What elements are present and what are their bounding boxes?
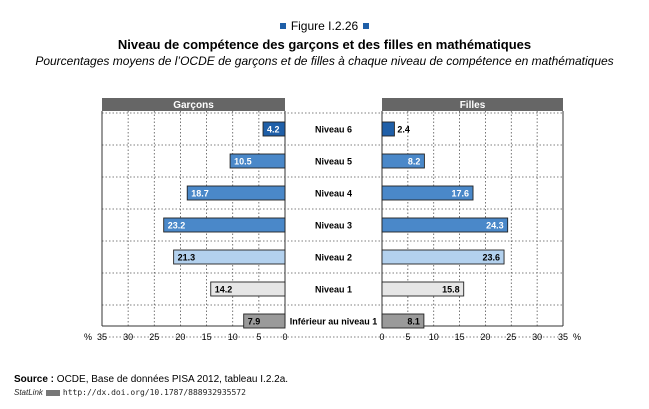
category-label: Niveau 6 bbox=[314, 124, 353, 135]
tick-label-boys: 20 bbox=[175, 332, 186, 342]
data-label-boys: 7.9 bbox=[247, 316, 261, 327]
category-label: Inférieur au niveau 1 bbox=[289, 316, 378, 327]
data-label-girls: 8.1 bbox=[407, 316, 420, 327]
tick-label-boys: 35 bbox=[96, 332, 108, 342]
data-label-girls: 23.6 bbox=[482, 252, 501, 263]
tick-label-girls: 25 bbox=[506, 332, 517, 342]
data-label-boys: 10.5 bbox=[234, 156, 252, 167]
data-label-girls: 15.8 bbox=[442, 284, 460, 295]
tick-label-boys: 5 bbox=[256, 332, 262, 342]
data-label-girls: 8.2 bbox=[407, 156, 421, 167]
data-label-boys: 18.7 bbox=[191, 188, 209, 199]
tick-label-boys: 0 bbox=[282, 332, 288, 342]
tick-label-girls: 20 bbox=[480, 332, 491, 342]
tick-label-boys: 30 bbox=[123, 332, 134, 342]
data-label-girls: 17.6 bbox=[451, 188, 470, 199]
source-label: Source : bbox=[14, 374, 55, 385]
bar-girls bbox=[382, 122, 394, 136]
source-text: OCDE, Base de données PISA 2012, tableau I.2.2a. bbox=[56, 374, 289, 385]
statlink-icon bbox=[46, 390, 60, 396]
panel-header-label-boys: Garçons bbox=[173, 100, 214, 111]
tick-label-girls: 0 bbox=[379, 332, 385, 342]
data-label-boys: 14.2 bbox=[214, 284, 233, 295]
tick-label-boys: 10 bbox=[227, 332, 238, 342]
data-label-boys: 21.3 bbox=[177, 252, 196, 263]
category-label: Niveau 2 bbox=[314, 252, 353, 263]
figure-label-text: Figure I.2.26 bbox=[290, 19, 359, 33]
tick-label-boys: 25 bbox=[149, 332, 160, 342]
source-note bbox=[14, 374, 288, 385]
chart-subtitle: Pourcentages moyens de l’OCDE de garçons et de filles à chaque niveau de compétence en mathématiques bbox=[35, 54, 614, 68]
panel-header-label-girls: Filles bbox=[459, 100, 486, 111]
statlink-label: StatLink bbox=[14, 388, 43, 397]
axis-unit-girls: % bbox=[572, 332, 582, 342]
category-label: Niveau 1 bbox=[314, 284, 353, 295]
category-label: Niveau 3 bbox=[314, 220, 353, 231]
tick-label-girls: 15 bbox=[454, 332, 465, 342]
data-label-girls: 2.4 bbox=[397, 124, 410, 135]
axis-unit-boys: % bbox=[83, 332, 93, 342]
tick-label-girls: 10 bbox=[428, 332, 439, 342]
statlink[interactable] bbox=[14, 388, 246, 397]
data-label-boys: 23.2 bbox=[167, 220, 186, 231]
category-label: Niveau 4 bbox=[314, 188, 353, 199]
chart-title: Niveau de compétence des garçons et des filles en mathématiques bbox=[117, 37, 532, 52]
tick-label-girls: 5 bbox=[405, 332, 411, 342]
data-label-boys: 4.2 bbox=[267, 124, 280, 135]
data-label-girls: 24.3 bbox=[486, 220, 504, 231]
tick-label-girls: 30 bbox=[532, 332, 543, 342]
tick-label-boys: 15 bbox=[201, 332, 212, 342]
tick-label-girls: 35 bbox=[557, 332, 569, 342]
statlink-url[interactable]: http://dx.doi.org/10.1787/888932935572 bbox=[62, 388, 246, 397]
category-label: Niveau 5 bbox=[314, 156, 353, 167]
